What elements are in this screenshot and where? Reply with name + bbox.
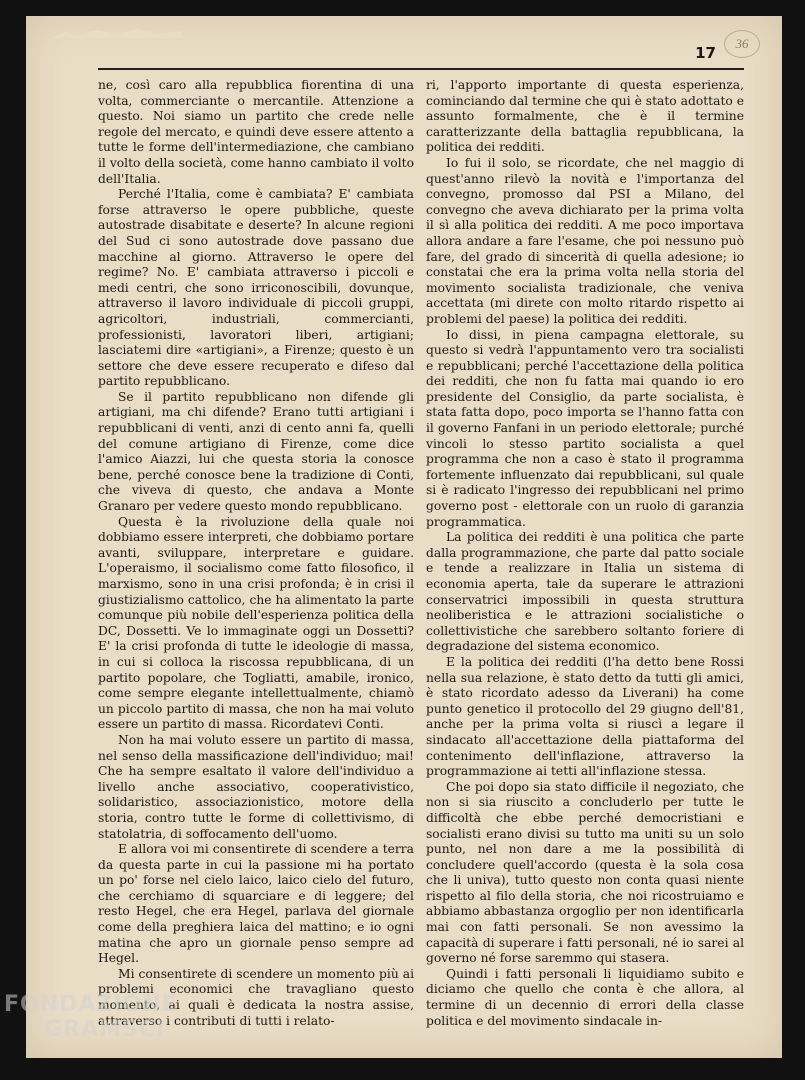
- archive-stamp: 36: [724, 30, 760, 58]
- paragraph: Io fui il solo, se ricordate, che nel maggio di quest'anno rilevò la novità e l'importanza del convegno, promosso dal PSI a Milano, del convegno che aveva dichiarato per la prima volta il sì alla politica dei redditi. A me poco importava allora andare a fare l'esame, che poi nessuno può fare, del grado di sincerità di quella adesione; io constatai che era la prima volta nella storia del movimento socialista tradizionale, che veniva accettata (mi direte con molto ritardo rispetto ai problemi del paese) la politica dei redditi.: [426, 155, 744, 326]
- watermark-line-1: FONDAZIONE: [4, 992, 178, 1017]
- paragraph: Se il partito repubblicano non difende gli artigiani, ma chi difende? Erano tutti artigiani i repubblicani di venti, anzi di cento anni fa, quelli del comune artigiano di Firenze, come dice l'amico Aiazzi, lui che questa storia la conosce bene, perché conosce bene la tradizione di Conti, che viveva di questo, che andava a Monte Granaro per vedere questo mondo repubblicano.: [98, 389, 414, 514]
- paragraph: Questa è la rivoluzione della quale noi dobbiamo essere interpreti, che dobbiamo portare avanti, sviluppare, interpretare e guidare. L'operaismo, il socialismo come fatto filosofico, il marxismo, sono in una crisi profonda; è in crisi il giustizialismo cattolico, che ha alimentato la parte comunque più nobile dell'esperienza politica della DC, Dossetti. Ve lo immaginate oggi un Dossetti? E' la crisi profonda di tutte le ideologie di massa, in cui si colloca la riscossa repubblicana, di un partito popolare, che Togliatti, amabile, ironico, come sempre elegante intellettualmente, chiamò un piccolo partito di massa, che non ha mai voluto essere un partito di massa. Ricordatevi Conti.: [98, 514, 414, 732]
- paragraph: Io dissi, in piena campagna elettorale, su questo si vedrà l'appuntamento vero tra socialisti e repubblicani; perché l'accettazione della politica dei redditi, che non fu fatta mai quando io ero presidente del Consiglio, da parte socialista, è stata fatta dopo, poco importa se l'hanno fatta con il governo Fanfani in un periodo elettorale; purché vincoli lo stesso partito socialista a quel programma che non a caso è stato il programma fortemente influenzato dai repubblicani, sul quale si è radicato l'ingresso dei repubblicani nel primo governo post - elettorale con un ruolo di garanzia programmatica.: [426, 327, 744, 529]
- header-rule: [98, 68, 744, 70]
- paragraph: Non ha mai voluto essere un partito di massa, nel senso della massificazione dell'individuo; mai! Che ha sempre esaltato il valore dell'individuo a livello anche associativo, cooperativistico, solidaristico, associazionistico, motore della storia, contro tutte le forme di collettivismo, di statolatria, di soffocamento dell'uomo.: [98, 732, 414, 841]
- right-column: [426, 78, 744, 1029]
- paragraph: E allora voi mi consentirete di scendere a terra da questa parte in cui la passione mi ha portato un po' forse nel cielo laico, laico cielo del futuro, che cerchiamo di squarciare e di leggere; del resto Hegel, che era Hegel, parlava del giornale come della preghiera laica del mattino; e io ogni matina che apro un giornale penso sempre ad Hegel.: [98, 842, 414, 966]
- page-number: 17: [695, 44, 716, 62]
- paragraph: ne, così caro alla repubblica fiorentina di una volta, commerciante o mercantile. Attenzione a questo. Noi siamo un partito che crede nelle regole del mercato, e quindi deve essere attento a tutte le forme dell'intermediazione, che cambiano il volto della società, come hanno cambiato il volto dell'Italia.: [98, 78, 414, 186]
- paragraph: Mi consentirete di scendere un momento più ai problemi economici che travagliano questo momento, ai quali è dedicata la nostra assise, attraverso i contributi di tutti i relato-: [98, 966, 414, 1028]
- paragraph: E la politica dei redditi (l'ha detto bene Rossi nella sua relazione, è stato detto da tutti gli amici, è stato ricordato adesso da Liverani) ha come punto genetico il protocollo del 29 giugno dell'81, anche per la prima volta si riuscì a legare il sindacato all'accettazione della piattaforma del contenimento dell'inflazione, attraverso la programmazione ai tetti all'inflazione stessa.: [426, 654, 744, 779]
- paragraph: Che poi dopo sia stato difficile il negoziato, che non si sia riuscito a concluderlo per tutte le difficoltà che ebbe perché democristiani e socialisti erano divisi su tutto ma uniti su un solo punto, nel non dare a me la possibilità di concludere quell'accordo (questa è la sola cosa che li univa), tutto questo non conta quasi niente rispetto al filo della storia, che noi ricostruiamo e abbiamo abbastanza orgoglio per non identificarla mai con fatti personali. Se non avessimo la capacità di superare i fatti personali, né io sarei al governo né forse saremmo qui stasera.: [426, 779, 744, 966]
- paragraph: Perché l'Italia, come è cambiata? E' cambiata forse attraverso le opere pubbliche, queste autostrade disabitate e deserte? In alcune regioni del Sud ci sono autostrade dove passano due macchine al giorno. Attraverso le opere del regime? No. E' cambiata attraverso i piccoli e medi centri, che sono irriconoscibili, dovunque, attraverso il lavoro individuale di piccoli gruppi, agricoltori, industriali, commercianti, professionisti, lavoratori liberi, artigiani; lasciatemi dire «artigiani», a Firenze; questo è un settore che deve essere recuperato e difeso dal partito repubblicano.: [98, 187, 414, 389]
- document-page: [26, 16, 782, 1058]
- paragraph: ri, l'apporto importante di questa esperienza, cominciando dal termine che qui è stato adottato e assunto formalmente, che è il termine caratterizzante della battaglia repubblicana, la politica dei redditi.: [426, 78, 744, 155]
- paragraph: La politica dei redditi è una politica che parte dalla programmazione, che parte dal patto sociale e tende a realizzare in Italia un sistema di economia aperta, tale da superare le attrazioni conservatrici impossibili in questa struttura neoliberistica e le attrazioni socialistiche o collettivistiche che sarebbero soltanto foriere di degradazione del sistema economico.: [426, 530, 744, 654]
- torn-edge: [52, 28, 182, 38]
- left-column: [98, 78, 414, 1029]
- paragraph: Quindi i fatti personali li liquidiamo subito e diciamo che quello che conta è che allora, al termine di un decennio di errori della classe politica e del movimento sindacale in-: [426, 966, 744, 1028]
- archive-watermark: [4, 992, 178, 1042]
- watermark-line-2: GRAMSCI: [44, 1017, 166, 1042]
